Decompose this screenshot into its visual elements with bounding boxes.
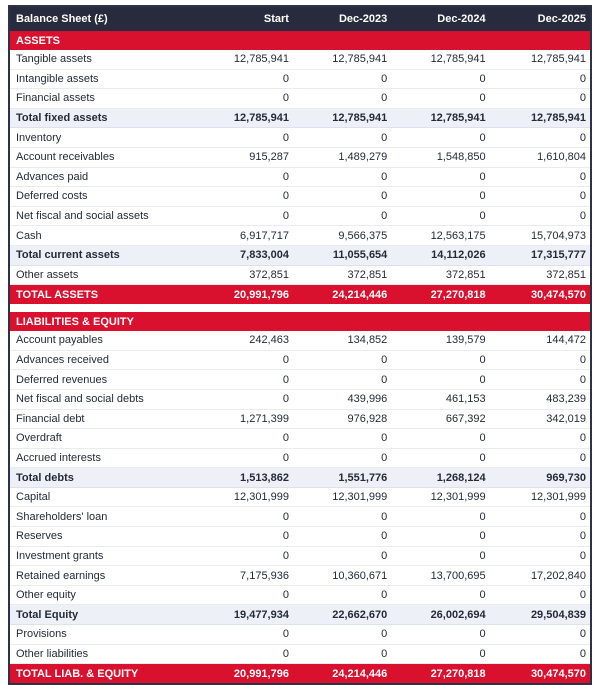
table-row <box>9 389 591 409</box>
table-row <box>9 487 591 507</box>
row-value: 11,055,654 <box>296 245 394 265</box>
row-value: 242,463 <box>198 331 296 350</box>
table-row <box>9 69 591 89</box>
row-value: 0 <box>394 370 492 390</box>
row-value: 12,785,941 <box>394 50 492 69</box>
table-row <box>9 350 591 370</box>
row-value: 17,315,777 <box>493 245 591 265</box>
table-row <box>9 89 591 109</box>
section-row <box>9 31 591 50</box>
row-value: 0 <box>493 429 591 449</box>
section-row <box>9 312 591 331</box>
table-row <box>9 245 591 265</box>
row-value: 0 <box>198 429 296 449</box>
row-value: 0 <box>493 350 591 370</box>
grand-total-value: 27,270,818 <box>394 664 492 685</box>
row-value: 12,301,999 <box>296 487 394 507</box>
table-row <box>9 605 591 625</box>
grand-total-value: 27,270,818 <box>394 285 492 305</box>
table-row <box>9 187 591 207</box>
grand-total-label: TOTAL LIAB. & EQUITY <box>9 664 198 685</box>
row-value: 439,996 <box>296 389 394 409</box>
table-body <box>9 31 591 684</box>
row-value: 29,504,839 <box>493 605 591 625</box>
row-value: 0 <box>198 507 296 527</box>
section-gap-cell <box>9 304 591 312</box>
row-label: Advances paid <box>9 167 198 187</box>
table-row <box>9 566 591 586</box>
table-row <box>9 527 591 547</box>
table-row <box>9 429 591 449</box>
column-header-dec-2023: Dec-2023 <box>296 6 394 31</box>
row-label: Other liabilities <box>9 644 198 664</box>
row-value: 7,175,936 <box>198 566 296 586</box>
row-value: 1,513,862 <box>198 468 296 488</box>
row-value: 976,928 <box>296 409 394 429</box>
row-value: 12,563,175 <box>394 226 492 246</box>
grand-total-value: 30,474,570 <box>493 664 591 685</box>
row-value: 0 <box>198 350 296 370</box>
row-value: 15,704,973 <box>493 226 591 246</box>
table-header <box>9 6 591 31</box>
row-value: 12,785,941 <box>296 50 394 69</box>
table-row <box>9 331 591 350</box>
row-value: 0 <box>198 527 296 547</box>
row-label: Tangible assets <box>9 50 198 69</box>
row-value: 12,785,941 <box>493 108 591 128</box>
row-label: Financial debt <box>9 409 198 429</box>
row-label: Other equity <box>9 585 198 605</box>
row-value: 0 <box>493 89 591 109</box>
row-label: Reserves <box>9 527 198 547</box>
row-value: 0 <box>296 370 394 390</box>
row-value: 0 <box>394 527 492 547</box>
row-value: 0 <box>493 448 591 468</box>
row-value: 0 <box>198 187 296 207</box>
grand-total-label: TOTAL ASSETS <box>9 285 198 305</box>
row-value: 0 <box>198 448 296 468</box>
row-value: 0 <box>493 69 591 89</box>
row-value: 0 <box>198 644 296 664</box>
row-value: 19,477,934 <box>198 605 296 625</box>
row-value: 22,662,670 <box>296 605 394 625</box>
row-value: 0 <box>296 507 394 527</box>
row-value: 14,112,026 <box>394 245 492 265</box>
grand-total-value: 24,214,446 <box>296 664 394 685</box>
section-label: LIABILITIES & EQUITY <box>9 312 591 331</box>
table-row <box>9 546 591 566</box>
row-value: 0 <box>394 167 492 187</box>
row-value: 0 <box>493 167 591 187</box>
row-value: 0 <box>394 89 492 109</box>
row-value: 1,551,776 <box>296 468 394 488</box>
row-value: 0 <box>394 625 492 645</box>
row-label: Deferred revenues <box>9 370 198 390</box>
table-row <box>9 644 591 664</box>
row-label: Intangible assets <box>9 69 198 89</box>
row-value: 0 <box>493 625 591 645</box>
row-value: 0 <box>198 625 296 645</box>
table-row <box>9 409 591 429</box>
row-value: 12,301,999 <box>493 487 591 507</box>
table-row <box>9 50 591 69</box>
row-label: Financial assets <box>9 89 198 109</box>
row-value: 0 <box>493 585 591 605</box>
grand-total-value: 20,991,796 <box>198 285 296 305</box>
row-value: 0 <box>296 585 394 605</box>
row-label: Shareholders' loan <box>9 507 198 527</box>
column-header-start: Start <box>198 6 296 31</box>
table-row <box>9 128 591 148</box>
grand-total-value: 20,991,796 <box>198 664 296 685</box>
row-value: 0 <box>394 448 492 468</box>
row-value: 12,785,941 <box>198 108 296 128</box>
row-label: Retained earnings <box>9 566 198 586</box>
row-value: 0 <box>296 206 394 226</box>
row-value: 0 <box>296 89 394 109</box>
row-label: Net fiscal and social debts <box>9 389 198 409</box>
row-label: Advances received <box>9 350 198 370</box>
table-row <box>9 468 591 488</box>
row-label: Net fiscal and social assets <box>9 206 198 226</box>
row-value: 9,566,375 <box>296 226 394 246</box>
row-value: 0 <box>198 389 296 409</box>
row-value: 372,851 <box>198 265 296 285</box>
grand-total-value: 30,474,570 <box>493 285 591 305</box>
row-value: 0 <box>198 370 296 390</box>
row-value: 0 <box>394 546 492 566</box>
table-row <box>9 206 591 226</box>
row-value: 969,730 <box>493 468 591 488</box>
row-value: 0 <box>394 69 492 89</box>
row-value: 483,239 <box>493 389 591 409</box>
row-value: 0 <box>394 644 492 664</box>
grand-total-value: 24,214,446 <box>296 285 394 305</box>
row-value: 461,153 <box>394 389 492 409</box>
row-value: 0 <box>296 546 394 566</box>
row-value: 0 <box>493 644 591 664</box>
row-value: 0 <box>394 187 492 207</box>
row-value: 10,360,671 <box>296 566 394 586</box>
balance-sheet <box>8 5 592 685</box>
row-value: 0 <box>493 206 591 226</box>
row-value: 12,301,999 <box>394 487 492 507</box>
row-value: 134,852 <box>296 331 394 350</box>
row-value: 1,489,279 <box>296 147 394 167</box>
table-row <box>9 448 591 468</box>
row-label: Deferred costs <box>9 187 198 207</box>
row-value: 1,271,399 <box>198 409 296 429</box>
row-value: 0 <box>394 128 492 148</box>
table-row <box>9 265 591 285</box>
row-value: 0 <box>198 585 296 605</box>
row-value: 0 <box>296 167 394 187</box>
row-value: 7,833,004 <box>198 245 296 265</box>
row-value: 372,851 <box>493 265 591 285</box>
row-value: 0 <box>198 167 296 187</box>
row-value: 12,785,941 <box>394 108 492 128</box>
row-label: Accrued interests <box>9 448 198 468</box>
table-row <box>9 507 591 527</box>
row-value: 0 <box>198 89 296 109</box>
row-label: Total Equity <box>9 605 198 625</box>
row-value: 915,287 <box>198 147 296 167</box>
row-label: Cash <box>9 226 198 246</box>
row-value: 0 <box>493 527 591 547</box>
row-value: 139,579 <box>394 331 492 350</box>
table-row <box>9 167 591 187</box>
row-value: 0 <box>296 625 394 645</box>
row-value: 0 <box>296 448 394 468</box>
row-value: 0 <box>296 527 394 547</box>
row-value: 13,700,695 <box>394 566 492 586</box>
table-row <box>9 625 591 645</box>
row-value: 0 <box>296 350 394 370</box>
table-title: Balance Sheet (£) <box>9 6 198 31</box>
row-value: 342,019 <box>493 409 591 429</box>
row-label: Other assets <box>9 265 198 285</box>
row-label: Total current assets <box>9 245 198 265</box>
row-value: 12,785,941 <box>296 108 394 128</box>
row-label: Account receivables <box>9 147 198 167</box>
row-value: 12,785,941 <box>198 50 296 69</box>
header-row <box>9 6 591 31</box>
row-label: Account payables <box>9 331 198 350</box>
row-value: 0 <box>296 644 394 664</box>
row-value: 0 <box>493 507 591 527</box>
row-value: 0 <box>296 187 394 207</box>
row-label: Provisions <box>9 625 198 645</box>
row-value: 0 <box>296 128 394 148</box>
row-value: 0 <box>296 429 394 449</box>
row-value: 0 <box>198 206 296 226</box>
row-value: 0 <box>394 507 492 527</box>
row-value: 0 <box>493 546 591 566</box>
row-value: 0 <box>296 69 394 89</box>
row-value: 12,785,941 <box>493 50 591 69</box>
section-gap <box>9 304 591 312</box>
row-value: 26,002,694 <box>394 605 492 625</box>
row-value: 17,202,840 <box>493 566 591 586</box>
row-label: Overdraft <box>9 429 198 449</box>
row-value: 1,268,124 <box>394 468 492 488</box>
row-value: 0 <box>394 585 492 605</box>
row-label: Investment grants <box>9 546 198 566</box>
row-value: 6,917,717 <box>198 226 296 246</box>
row-value: 0 <box>493 370 591 390</box>
row-value: 372,851 <box>394 265 492 285</box>
row-value: 0 <box>493 128 591 148</box>
row-label: Total debts <box>9 468 198 488</box>
column-header-dec-2025: Dec-2025 <box>493 6 591 31</box>
row-label: Inventory <box>9 128 198 148</box>
row-value: 0 <box>394 429 492 449</box>
column-header-dec-2024: Dec-2024 <box>394 6 492 31</box>
row-value: 667,392 <box>394 409 492 429</box>
balance-sheet-table <box>8 5 592 685</box>
table-row <box>9 108 591 128</box>
row-value: 1,548,850 <box>394 147 492 167</box>
table-row <box>9 585 591 605</box>
row-value: 0 <box>394 206 492 226</box>
row-value: 0 <box>198 546 296 566</box>
table-row <box>9 370 591 390</box>
row-value: 0 <box>394 350 492 370</box>
row-value: 372,851 <box>296 265 394 285</box>
row-label: Total fixed assets <box>9 108 198 128</box>
row-value: 144,472 <box>493 331 591 350</box>
row-value: 0 <box>198 128 296 148</box>
row-value: 0 <box>493 187 591 207</box>
row-value: 12,301,999 <box>198 487 296 507</box>
row-value: 0 <box>198 69 296 89</box>
section-label: ASSETS <box>9 31 591 50</box>
grand-total-row <box>9 285 591 305</box>
row-value: 1,610,804 <box>493 147 591 167</box>
grand-total-row <box>9 664 591 685</box>
row-label: Capital <box>9 487 198 507</box>
table-row <box>9 147 591 167</box>
table-row <box>9 226 591 246</box>
